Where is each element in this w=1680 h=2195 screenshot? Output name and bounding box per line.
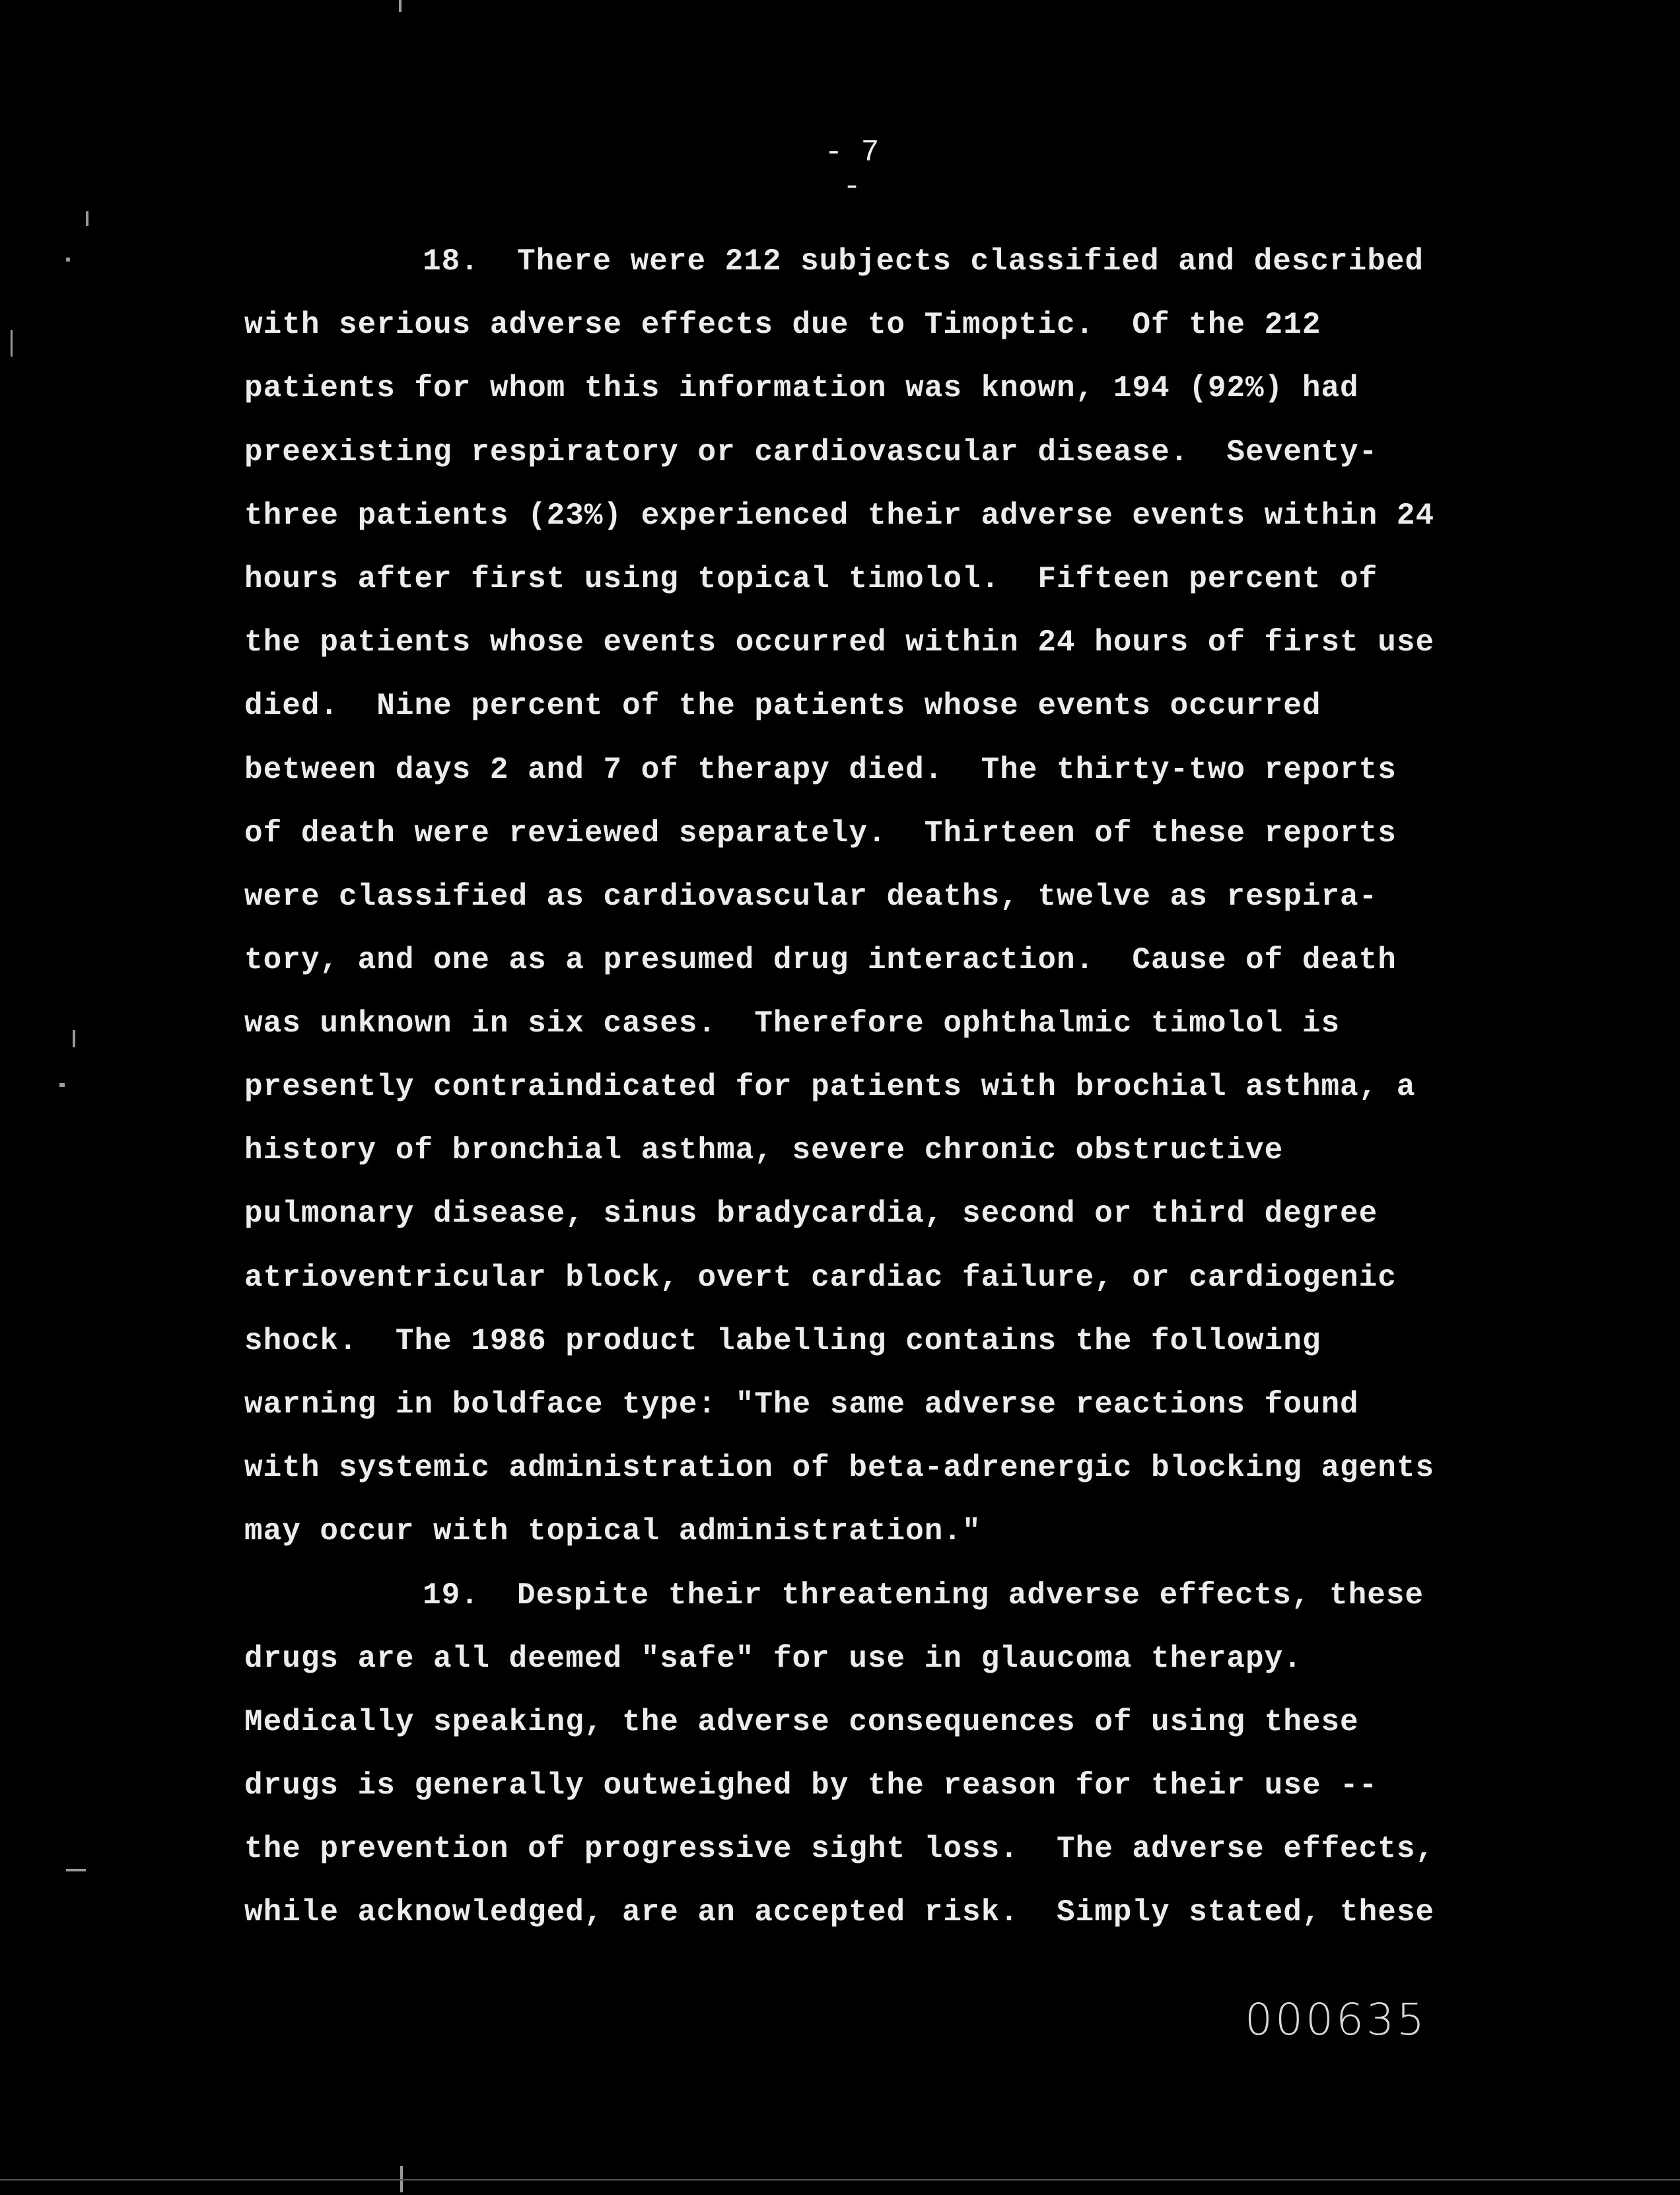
text-line: drugs are all deemed "safe" for use in glaucoma therapy. (244, 1642, 1302, 1676)
text-line: with systemic administration of beta-adrenergic blocking agents (244, 1451, 1435, 1485)
scan-artifact (66, 258, 70, 261)
text-line: was unknown in six cases. Therefore ophthalmic timolol is (244, 1006, 1341, 1041)
text-line: died. Nine percent of the patients whose events occurred (244, 689, 1321, 723)
text-line: preexisting respiratory or cardiovascular disease. Seventy- (244, 435, 1378, 470)
text-line: 19. Despite their threatening adverse effects, these (423, 1578, 1424, 1613)
text-line: may occur with topical administration." (244, 1514, 981, 1549)
scan-artifact (86, 211, 88, 226)
text-line: Medically speaking, the adverse consequences of using these (244, 1705, 1359, 1739)
text-line: pulmonary disease, sinus bradycardia, second or third degree (244, 1197, 1378, 1231)
text-line: three patients (23%) experienced their adverse events within 24 (244, 499, 1435, 533)
text-line: the patients whose events occurred within 24 hours of first use (244, 625, 1435, 660)
scan-artifact (59, 1083, 65, 1087)
text-line: 18. There were 212 subjects classified and described (423, 244, 1424, 279)
text-line: hours after first using topical timolol. Fifteen percent of (244, 562, 1378, 596)
scan-artifact (11, 330, 13, 357)
text-line: between days 2 and 7 of therapy died. The thirty-two reports (244, 753, 1397, 787)
text-line: while acknowledged, are an accepted risk. Simply stated, these (244, 1895, 1435, 1930)
text-line: of death were reviewed separately. Thirteen of these reports (244, 816, 1397, 851)
page-number: - 7 - (824, 135, 880, 204)
scan-artifact (399, 0, 402, 12)
text-line: presently contraindicated for patients with brochial asthma, a (244, 1070, 1416, 1104)
scan-artifact (66, 1869, 86, 1871)
text-line: warning in boldface type: "The same adverse reactions found (244, 1387, 1359, 1422)
text-line: atrioventricular block, overt cardiac failure, or cardiogenic (244, 1261, 1397, 1295)
scan-artifact (73, 1030, 75, 1047)
text-line: with serious adverse effects due to Timoptic. Of the 212 (244, 308, 1321, 342)
text-line: were classified as cardiovascular deaths, twelve as respira- (244, 880, 1378, 914)
text-line: shock. The 1986 product labelling contains the following (244, 1324, 1321, 1358)
text-line: patients for whom this information was known, 194 (92%) had (244, 371, 1359, 405)
text-line: history of bronchial asthma, severe chronic obstructive (244, 1133, 1284, 1167)
text-line: drugs is generally outweighed by the reason for their use -- (244, 1768, 1378, 1803)
text-line: tory, and one as a presumed drug interaction. Cause of death (244, 943, 1397, 977)
text-line: the prevention of progressive sight loss. The adverse effects, (244, 1832, 1435, 1866)
scan-artifact (0, 2179, 1680, 2180)
bates-number: 000635 (1245, 1994, 1427, 2045)
